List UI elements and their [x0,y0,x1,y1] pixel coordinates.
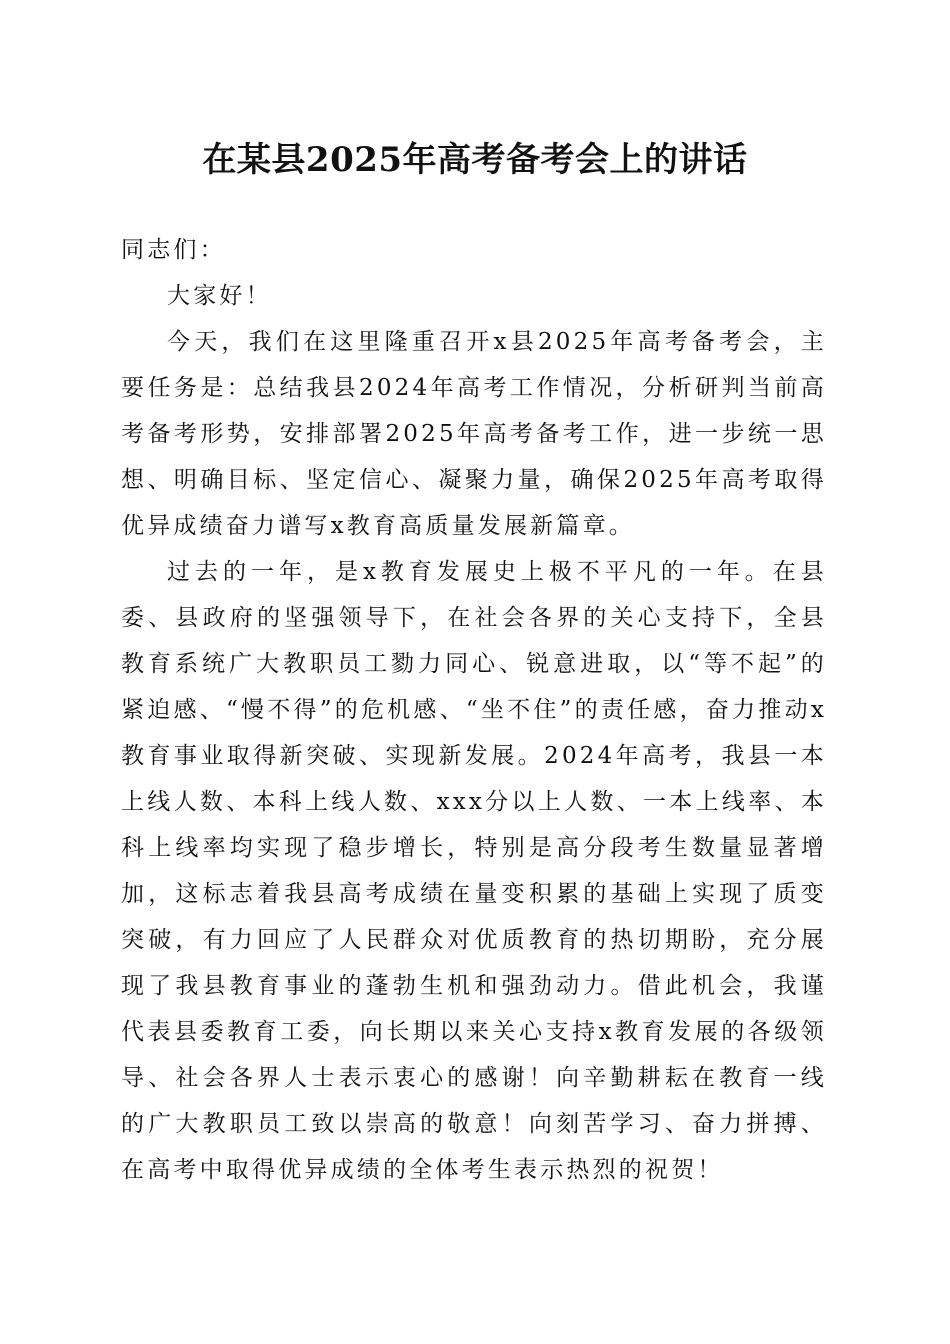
document-body [121,227,827,1193]
document-title: 在某县2025年高考备考会上的讲话 [202,140,748,180]
paragraph-greeting: 大家好！ [167,283,272,309]
paragraph-review: 过去的一年，是x教育发展史上极不平凡的一年。在县委、县政府的坚强领导下，在社会各界的关心支持下，全县教育系统广大教职员工勠力同心、锐意进取，以“等不起”的紧迫感、“慢不得”的危机感、“坐不住”的责任感，奋力推动x教育事业取得新突破、实现新发展。2024年高考，我县一本上线人数、本科上线人数、xxx分以上人数、一本上线率、本科上线率均实现了稳步增长，特别是高分段考生数量显著增加，这标志着我县高考成绩在量变积累的基础上实现了质变突破，有力回应了人民群众对优质教育的热切期盼，充分展现了我县教育事业的蓬勃生机和强劲动力。借此机会，我谨代表县委教育工委，向长期以来关心支持x教育发展的各级领导、社会各界人士表示衷心的感谢！向辛勤耕耘在教育一线的广大教职员工致以崇高的敬意！向刻苦学习、奋力拼搏、在高考中取得优异成绩的全体考生表示热烈的祝贺！ [121,559,827,1183]
salutation: 同志们： [121,237,226,263]
paragraph-purpose: 今天，我们在这里隆重召开x县2025年高考备考会，主要任务是：总结我县2024年高考工作情况，分析研判当前高考备考形势，安排部署2025年高考备考工作，进一步统一思想、明确目标、坚定信心、凝聚力量，确保2025年高考取得优异成绩奋力谱写x教育高质量发展新篇章。 [121,329,827,539]
